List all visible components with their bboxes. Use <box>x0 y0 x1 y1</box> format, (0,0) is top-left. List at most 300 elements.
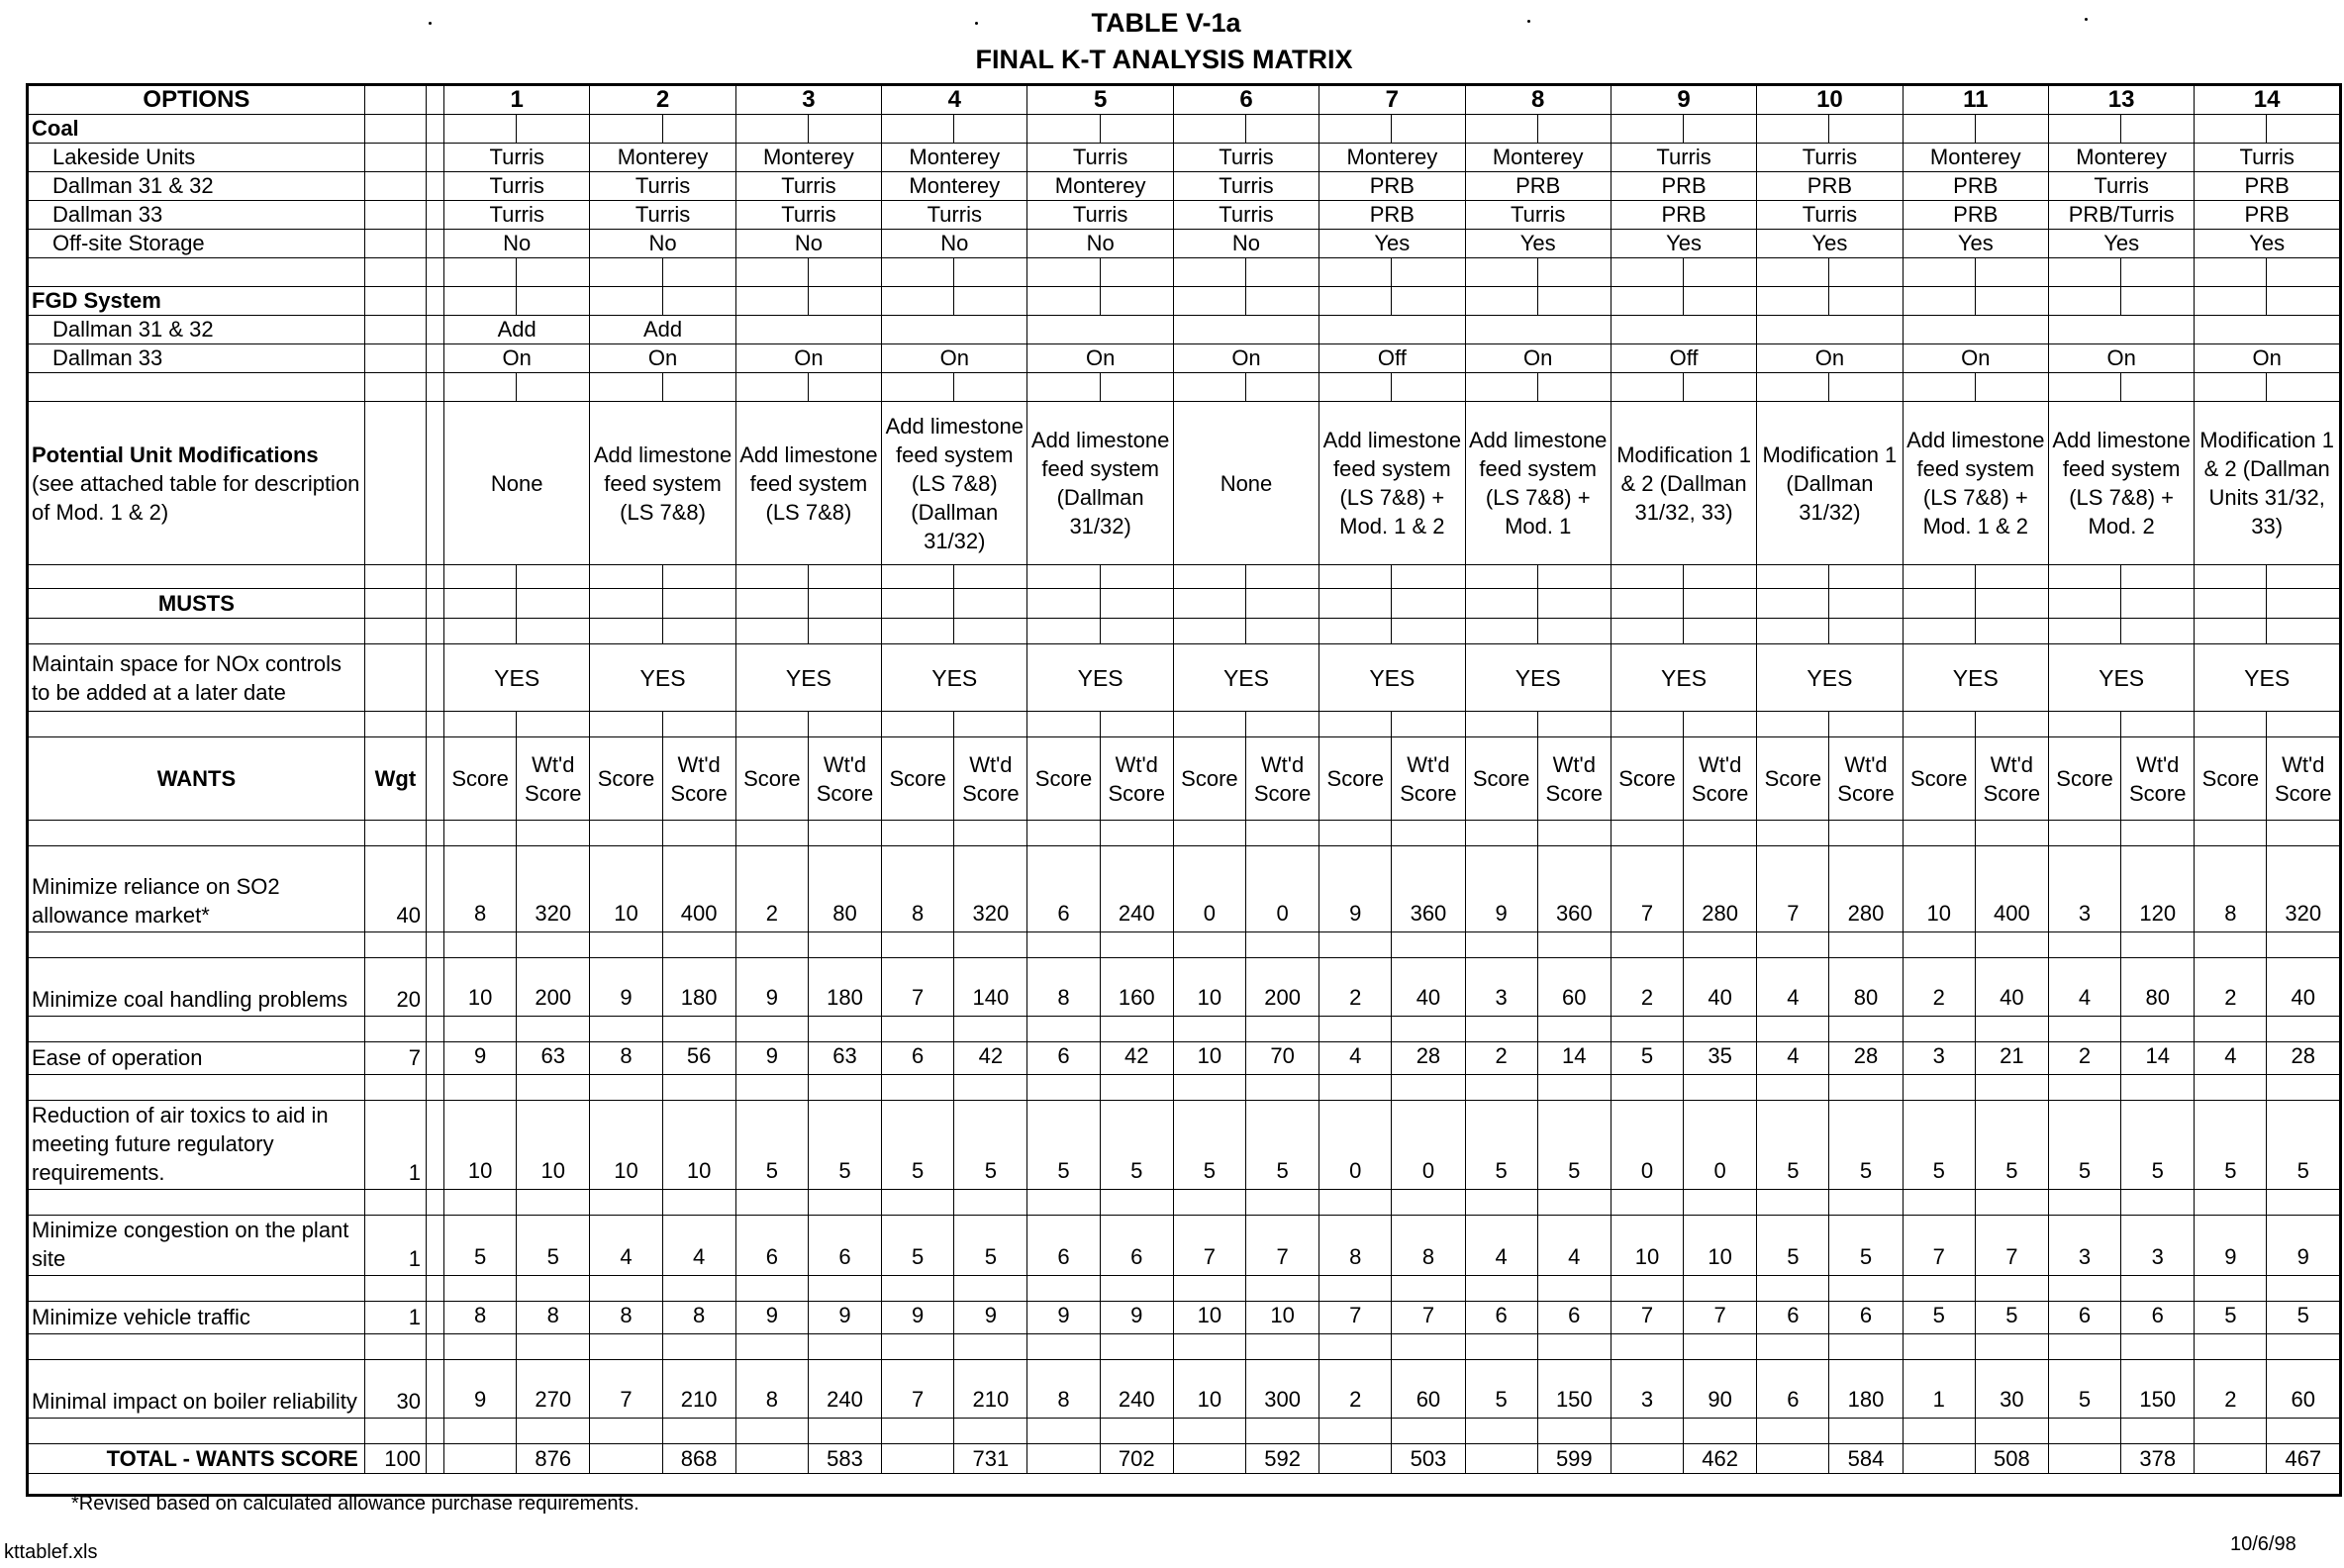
weighted-score-header: Wt'd Score <box>808 737 881 821</box>
blank-cell <box>1757 589 1829 619</box>
blank-cell <box>2195 619 2267 644</box>
blank-cell <box>1537 932 1611 958</box>
option-value <box>882 316 1027 344</box>
blank-cell <box>1537 1017 1611 1042</box>
weighted-score-value: 8 <box>517 1302 590 1334</box>
option-value: Monterey <box>1903 144 2048 172</box>
blank-cell <box>1537 287 1611 316</box>
blank-cell <box>954 1017 1027 1042</box>
cell <box>364 932 426 958</box>
option-value <box>2048 316 2194 344</box>
cell <box>364 1419 426 1444</box>
blank-cell <box>1829 1419 1903 1444</box>
blank-cell <box>2267 1190 2341 1216</box>
modification-value: Add limestone feed system (LS 7&8) (Dallman 31/32) <box>882 402 1027 565</box>
footnote: *Revised based on calculated allowance purchase requirements. <box>71 1493 639 1515</box>
cell <box>364 344 426 373</box>
option-value: Turris <box>590 201 735 230</box>
modification-value: Modification 1 (Dallman 31/32) <box>1757 402 1903 565</box>
blank-cell <box>2121 821 2195 846</box>
blank-cell <box>2195 1017 2267 1042</box>
coal-row <box>28 230 2341 258</box>
blank-cell <box>735 115 808 144</box>
blank-cell <box>1100 619 1173 644</box>
spacer-cell <box>426 821 443 846</box>
blank-cell <box>1319 373 1392 402</box>
score-value: 6 <box>1465 1302 1537 1334</box>
blank-cell <box>1757 821 1829 846</box>
option-value: PRB <box>1757 172 1903 201</box>
blank-cell <box>1684 821 1757 846</box>
weighted-score-value: 280 <box>1829 846 1903 932</box>
weighted-score-value: 180 <box>662 958 735 1017</box>
option-value <box>1027 316 1173 344</box>
score-value: 9 <box>735 1302 808 1334</box>
blank-cell <box>1319 1276 1392 1302</box>
blank-cell <box>1392 712 1465 737</box>
weighted-score-value: 5 <box>2267 1101 2341 1190</box>
blank-cell <box>1757 1190 1829 1216</box>
fgd-row <box>28 316 2341 344</box>
weighted-score-value: 60 <box>1392 1360 1465 1419</box>
blank-cell <box>517 115 590 144</box>
blank-cell <box>2048 258 2120 287</box>
blank-cell <box>1392 932 1465 958</box>
blank-cell <box>1173 1334 1245 1360</box>
blank-cell <box>2195 821 2267 846</box>
blank-cell <box>1173 565 1245 589</box>
score-value: 4 <box>1319 1042 1392 1075</box>
option-number: 10 <box>1757 85 1903 115</box>
blank-cell <box>1392 373 1465 402</box>
option-value: Turris <box>1611 144 1756 172</box>
blank-cell <box>1757 1276 1829 1302</box>
blank-cell <box>1684 1276 1757 1302</box>
weighted-score-value: 8 <box>1392 1216 1465 1276</box>
blank-cell <box>882 1276 954 1302</box>
option-value: No <box>444 230 590 258</box>
weighted-score-header: Wt'd Score <box>1975 737 2048 821</box>
score-value: 2 <box>1903 958 1975 1017</box>
blank-cell <box>444 1444 517 1474</box>
weight-value: 30 <box>364 1360 426 1419</box>
blank-cell <box>2195 1190 2267 1216</box>
must-value: YES <box>1903 644 2048 712</box>
option-value: On <box>590 344 735 373</box>
weighted-score-value: 5 <box>2267 1302 2341 1334</box>
blank-cell <box>2048 932 2120 958</box>
weighted-score-value: 5 <box>954 1216 1027 1276</box>
option-value: Turris <box>444 144 590 172</box>
blank-cell <box>882 1075 954 1101</box>
row-label: Dallman 31 & 32 <box>28 172 365 201</box>
blank-cell <box>1319 1190 1392 1216</box>
option-value: Turris <box>1027 144 1173 172</box>
cell <box>364 144 426 172</box>
cell <box>28 932 365 958</box>
weighted-score-value: 42 <box>1100 1042 1173 1075</box>
score-value: 5 <box>1757 1216 1829 1276</box>
weighted-score-value: 80 <box>808 846 881 932</box>
blank-cell <box>1684 1075 1757 1101</box>
weighted-score-header: Wt'd Score <box>1684 737 1757 821</box>
option-value: Yes <box>1757 230 1903 258</box>
weighted-score-header: Wt'd Score <box>517 737 590 821</box>
blank-cell <box>954 1334 1027 1360</box>
spacer-cell <box>426 589 443 619</box>
blank-cell <box>1173 712 1245 737</box>
cell <box>364 1190 426 1216</box>
blank-cell <box>1975 373 2048 402</box>
blank-cell <box>1027 115 1100 144</box>
option-value: On <box>735 344 881 373</box>
option-value: On <box>1027 344 1173 373</box>
option-value: Monterey <box>882 144 1027 172</box>
blank-cell <box>517 712 590 737</box>
blank-cell <box>1027 287 1100 316</box>
option-value: PRB <box>1611 201 1756 230</box>
option-number: 1 <box>444 85 590 115</box>
must-value: YES <box>1027 644 1173 712</box>
score-value: 10 <box>1173 958 1245 1017</box>
want-row <box>28 1360 2341 1419</box>
option-value: PRB <box>2195 201 2341 230</box>
blank-cell <box>590 115 662 144</box>
blank-cell <box>590 373 662 402</box>
score-value: 2 <box>1319 1360 1392 1419</box>
blank-cell <box>2195 565 2267 589</box>
blank-cell <box>1975 115 2048 144</box>
blank-cell <box>1684 287 1757 316</box>
weighted-score-value: 7 <box>1245 1216 1318 1276</box>
blank-cell <box>1757 1075 1829 1101</box>
score-value: 9 <box>1465 846 1537 932</box>
option-value: Turris <box>1173 172 1318 201</box>
option-value: No <box>590 230 735 258</box>
score-header: Score <box>735 737 808 821</box>
weighted-score-value: 5 <box>1100 1101 1173 1190</box>
blank-cell <box>1173 373 1245 402</box>
blank-cell <box>735 1444 808 1474</box>
blank-cell <box>882 565 954 589</box>
blank-cell <box>517 1419 590 1444</box>
blank-cell <box>2121 565 2195 589</box>
blank-cell <box>808 287 881 316</box>
option-value: Turris <box>1757 144 1903 172</box>
blank-cell <box>1465 1017 1537 1042</box>
blank-cell <box>1757 712 1829 737</box>
blank-cell <box>1757 932 1829 958</box>
blank-cell <box>1757 373 1829 402</box>
row-label: Maintain space for NOx controls to be added at a later date <box>28 644 365 712</box>
cell <box>364 644 426 712</box>
option-value: PRB <box>1465 172 1611 201</box>
weighted-score-value: 320 <box>517 846 590 932</box>
blank-cell <box>662 565 735 589</box>
blank-cell <box>517 565 590 589</box>
blank-cell <box>2048 1276 2120 1302</box>
score-value: 7 <box>1611 1302 1683 1334</box>
score-value: 7 <box>1903 1216 1975 1276</box>
score-value: 9 <box>1319 846 1392 932</box>
blank-cell <box>1245 1276 1318 1302</box>
blank-cell <box>954 115 1027 144</box>
blank-cell <box>735 373 808 402</box>
score-value: 3 <box>2048 1216 2120 1276</box>
blank-cell <box>1245 1017 1318 1042</box>
score-value: 5 <box>1465 1360 1537 1419</box>
blank-cell <box>1829 932 1903 958</box>
cell <box>364 1075 426 1101</box>
weighted-score-value: 9 <box>954 1302 1027 1334</box>
blank-cell <box>1392 821 1465 846</box>
score-value: 5 <box>1465 1101 1537 1190</box>
weighted-score-value: 10 <box>662 1101 735 1190</box>
blank-cell <box>1537 589 1611 619</box>
score-value: 9 <box>1027 1302 1100 1334</box>
weighted-score-header: Wt'd Score <box>954 737 1027 821</box>
spacer-cell <box>426 846 443 932</box>
blank-cell <box>1611 258 1683 287</box>
blank-cell <box>1465 712 1537 737</box>
weighted-score-value: 5 <box>1829 1101 1903 1190</box>
blank-cell <box>1245 373 1318 402</box>
score-value: 5 <box>882 1101 954 1190</box>
spacer-cell <box>426 737 443 821</box>
score-value: 2 <box>735 846 808 932</box>
must-value: YES <box>735 644 881 712</box>
blank-cell <box>517 1334 590 1360</box>
blank-cell <box>735 565 808 589</box>
blank-cell <box>517 1276 590 1302</box>
blank-cell <box>1903 373 1975 402</box>
blank-cell <box>1537 1190 1611 1216</box>
score-value: 4 <box>1757 958 1829 1017</box>
blank-cell <box>1975 821 2048 846</box>
want-row <box>28 846 2341 932</box>
option-number: 6 <box>1173 85 1318 115</box>
blank-cell <box>662 115 735 144</box>
blank-cell <box>1100 1334 1173 1360</box>
blank-cell <box>1611 115 1683 144</box>
blank-cell <box>590 821 662 846</box>
option-value: PRB <box>1611 172 1756 201</box>
blank-cell <box>1027 1444 1100 1474</box>
blank-cell <box>1903 287 1975 316</box>
score-header: Score <box>444 737 517 821</box>
spacer-row <box>28 1276 2341 1302</box>
blank-cell <box>590 589 662 619</box>
weighted-score-value: 10 <box>1245 1302 1318 1334</box>
row-label: Ease of operation <box>28 1042 365 1075</box>
blank-cell <box>1173 1190 1245 1216</box>
blank-cell <box>2121 712 2195 737</box>
blank-cell <box>1100 712 1173 737</box>
blank-cell <box>954 932 1027 958</box>
blank-cell <box>1537 565 1611 589</box>
blank-cell <box>1537 373 1611 402</box>
blank-cell <box>1100 287 1173 316</box>
spacer-cell <box>426 644 443 712</box>
blank-cell <box>1903 1276 1975 1302</box>
cell <box>364 85 426 115</box>
scan-mark <box>1527 20 1530 23</box>
option-value: Monterey <box>1319 144 1465 172</box>
spacer-cell <box>426 1101 443 1190</box>
blank-cell <box>1829 821 1903 846</box>
blank-cell <box>1173 258 1245 287</box>
spacer-cell <box>426 344 443 373</box>
blank-cell <box>1392 565 1465 589</box>
option-number: 7 <box>1319 85 1465 115</box>
modification-value: Modification 1 & 2 (Dallman Units 31/32, 33) <box>2195 402 2341 565</box>
score-value: 0 <box>1319 1101 1392 1190</box>
total-label: TOTAL - WANTS SCORE <box>28 1444 365 1474</box>
blank-cell <box>444 712 517 737</box>
score-value: 9 <box>735 958 808 1017</box>
spacer-cell <box>426 619 443 644</box>
blank-cell <box>1757 1334 1829 1360</box>
blank-cell <box>2195 115 2267 144</box>
weighted-score-value: 320 <box>2267 846 2341 932</box>
spacer-row <box>28 1190 2341 1216</box>
row-label: Minimal impact on boiler reliability <box>28 1360 365 1419</box>
weighted-score-value: 210 <box>662 1360 735 1419</box>
blank-cell <box>1100 258 1173 287</box>
blank-cell <box>2048 115 2120 144</box>
weight-value: 1 <box>364 1101 426 1190</box>
weighted-score-value: 360 <box>1392 846 1465 932</box>
blank-cell <box>1611 373 1683 402</box>
blank-cell <box>1173 1444 1245 1474</box>
must-value: YES <box>2048 644 2194 712</box>
blank-cell <box>662 1075 735 1101</box>
score-value: 2 <box>1319 958 1392 1017</box>
weighted-score-value: 300 <box>1245 1360 1318 1419</box>
blank-cell <box>444 287 517 316</box>
blank-cell <box>1903 589 1975 619</box>
blank-cell <box>1245 258 1318 287</box>
blank-cell <box>2121 1017 2195 1042</box>
weighted-score-header: Wt'd Score <box>2267 737 2341 821</box>
weighted-score-value: 80 <box>1829 958 1903 1017</box>
blank-cell <box>882 373 954 402</box>
blank-cell <box>1392 287 1465 316</box>
blank-cell <box>517 821 590 846</box>
blank-cell <box>2121 932 2195 958</box>
weighted-score-value: 0 <box>1245 846 1318 932</box>
blank-cell <box>1611 1075 1683 1101</box>
weighted-score-value: 9 <box>2267 1216 2341 1276</box>
coal-row <box>28 201 2341 230</box>
blank-cell <box>1027 565 1100 589</box>
score-value: 10 <box>1173 1360 1245 1419</box>
blank-cell <box>1975 932 2048 958</box>
modifications-row <box>28 402 2341 565</box>
score-value: 5 <box>735 1101 808 1190</box>
blank-cell <box>2048 712 2120 737</box>
blank-cell <box>1173 589 1245 619</box>
blank-cell <box>1757 619 1829 644</box>
spacer-cell <box>426 85 443 115</box>
blank-cell <box>1245 1075 1318 1101</box>
row-label: Off-site Storage <box>28 230 365 258</box>
blank-cell <box>735 1276 808 1302</box>
want-row <box>28 1302 2341 1334</box>
cell <box>364 565 426 589</box>
blank-cell <box>1829 565 1903 589</box>
score-header: Score <box>1027 737 1100 821</box>
blank-cell <box>735 1190 808 1216</box>
blank-cell <box>735 287 808 316</box>
option-value: No <box>1173 230 1318 258</box>
spacer-cell <box>426 1444 443 1474</box>
score-value: 4 <box>2195 1042 2267 1075</box>
weight-value: 1 <box>364 1302 426 1334</box>
blank-cell <box>2267 115 2341 144</box>
blank-cell <box>954 1190 1027 1216</box>
blank-cell <box>662 712 735 737</box>
weighted-score-value: 280 <box>1684 846 1757 932</box>
blank-cell <box>1537 821 1611 846</box>
blank-cell <box>1903 821 1975 846</box>
score-value: 7 <box>882 958 954 1017</box>
blank-cell <box>590 1075 662 1101</box>
score-value: 1 <box>1903 1360 1975 1419</box>
spacer-cell <box>426 1419 443 1444</box>
blank-cell <box>2121 258 2195 287</box>
cell <box>364 373 426 402</box>
blank-cell <box>1537 619 1611 644</box>
score-value: 7 <box>1757 846 1829 932</box>
blank-cell <box>1173 1017 1245 1042</box>
weighted-score-value: 150 <box>2121 1360 2195 1419</box>
option-value: Yes <box>1903 230 2048 258</box>
blank-cell <box>2195 1276 2267 1302</box>
section-label-wants: WANTS <box>28 737 365 821</box>
total-score-value: 592 <box>1245 1444 1318 1474</box>
blank-cell <box>1975 565 2048 589</box>
weighted-score-value: 5 <box>1537 1101 1611 1190</box>
blank-cell <box>1319 565 1392 589</box>
cell <box>28 565 365 589</box>
blank-cell <box>1829 1075 1903 1101</box>
blank-cell <box>2195 258 2267 287</box>
blank-cell <box>517 373 590 402</box>
spacer-cell <box>426 1075 443 1101</box>
blank-cell <box>1975 1334 2048 1360</box>
spacer-row <box>28 821 2341 846</box>
blank-cell <box>808 1017 881 1042</box>
blank-cell <box>882 258 954 287</box>
total-score-value: 731 <box>954 1444 1027 1474</box>
weighted-score-value: 80 <box>2121 958 2195 1017</box>
blank-cell <box>1027 821 1100 846</box>
option-value: On <box>2048 344 2194 373</box>
blank-cell <box>2267 1334 2341 1360</box>
blank-cell <box>444 565 517 589</box>
blank-cell <box>1173 287 1245 316</box>
cell <box>364 712 426 737</box>
option-value <box>1173 316 1318 344</box>
score-value: 9 <box>444 1042 517 1075</box>
option-value: Turris <box>444 172 590 201</box>
blank-cell <box>2048 821 2120 846</box>
score-value: 10 <box>444 1101 517 1190</box>
cell <box>28 1419 365 1444</box>
blank-cell <box>808 565 881 589</box>
blank-cell <box>882 1419 954 1444</box>
